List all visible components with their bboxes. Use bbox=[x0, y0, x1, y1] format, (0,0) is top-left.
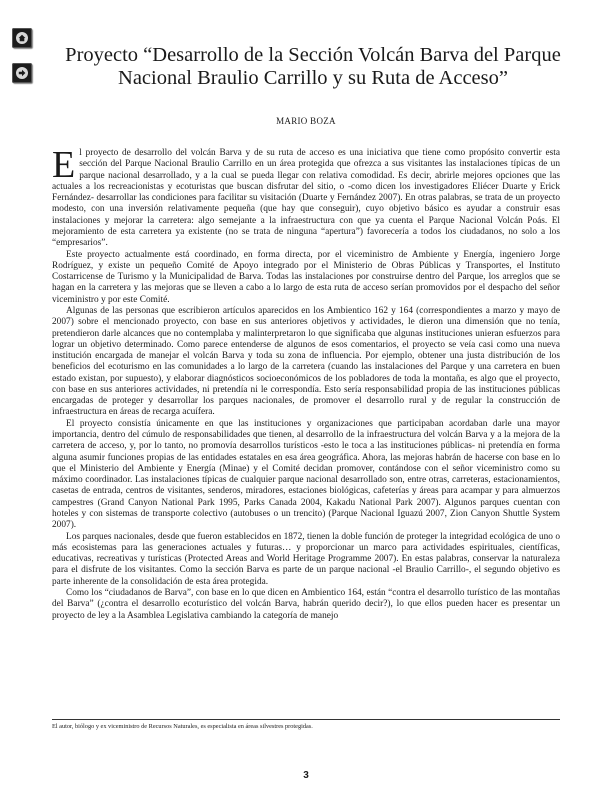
paragraph: Este proyecto actualmente está coordinado, en forma directa, por el viceministro de Ambiente y Energía, ingeniero Jorge Rodríguez, y existe un pequeño Comité de Apoyo integrado por el Ministerio de Obras Públicas y Transportes, el Instituto Costarricense de Turismo y la Municipalidad de Barva. Todas las instalaciones por construirse dentro del Parque, los arreglos que se hagan en la carretera y las mejoras que se lleven a cabo a lo largo de esta ruta de acceso serían promovidos por el despacho del señor viceministro y por este Comité. bbox=[52, 249, 560, 305]
paragraph: El proyecto consistía únicamente en que las instituciones y organizaciones que participaban acordaban darle una mayor importancia, dentro del cúmulo de responsabilidades que tienen, al desarrollo de la infraestructura del volcán Barva y a la mejora de la carretera de acceso, y, por lo tanto, no promovía desarrollos turísticos -esto le toca a las instituciones públicas- ni pretendía en forma alguna asumir funciones propias de las entidades estatales en esa área geográfica. Ahora, las mejoras habrán de hacerse con base en lo que el Ministerio del Ambiente y Energía (Minae) y el Comité decidan promover, contándose con el señor viceministro como su máximo coordinador. Las instalaciones típicas de cualquier parque nacional desarrollado son, entre otras, carreteras, estacionamientos, casetas de entrada, centros de visitantes, senderos, miradores, estaciones biológicas, cafeterías y áreas para acampar y para almuerzos campestres (Grand Canyon National Park 1995, Parks Canada 2004, Kakadu National Park 2007). Algunos parques cuentan con hoteles y con sistemas de transporte colectivo (autobuses o un trencito) (Parque Nacional Iguazú 2007, Zion Canyon Shuttle System 2007). bbox=[52, 418, 560, 531]
page-number: 3 bbox=[303, 770, 309, 781]
home-icon bbox=[16, 32, 28, 44]
paragraph: Los parques nacionales, desde que fueron establecidos en 1872, tienen la doble función de proteger la integridad ecológica de uno o más ecosistemas para las generaciones actuales y futuras… y proporcionar un marco para actividades espirituales, científicas, educativas, recreativas y turísticas (Protected Areas and World Heritage Programme 2007). En estas palabras, conservar la naturaleza para el disfrute de los visitantes. Como la sección Barva es parte de un parque nacional -el Braulio Carrillo-, el segundo objetivo es parte inherente de la consolidación de esta área protegida. bbox=[52, 531, 560, 587]
paragraph: Algunas de las personas que escribieron artículos aparecidos en los Ambientico 162 y 164 (correspondientes a marzo y mayo de 2007) sobre el mencionado proyecto, con base en sus anteriores objetivos y actividades, le dieron una dimensión que no tenía, pretendieron darle alcances que no contemplaba y malinterpretaron lo que significaba que algunas instituciones unieran esfuerzos para lograr un objetivo determinado. Como parece entenderse de algunos de esos comentarios, el proyecto se veía casi como una nueva institución encargada de manejar el volcán Barva y toda su zona de influencia. Por ejemplo, obtener una justa distribución de los beneficios del ecoturismo en las comunidades a lo largo de la carretera (cuando las instalaciones del Parque y una carretera en buen estado existan, por supuesto), y elaborar diagnósticos socioeconómicos de los pobladores de toda la montaña, es algo que el proyecto, con base en sus anteriores actividades, ni pretendía ni le correspondía. Esto sería responsabilidad propia de las instituciones públicas encargadas de proteger y desarrollar los parques nacionales, de promover el desarrollo rural y de regular la construcción de infraestructura en áreas de recarga acuífera. bbox=[52, 305, 560, 418]
next-page-icon bbox=[16, 67, 28, 79]
drop-cap: E bbox=[52, 144, 76, 186]
article-body bbox=[52, 144, 560, 622]
paragraph: El proyecto de desarrollo del volcán Barva y de su ruta de acceso es una iniciativa que tiene como propósito convertir esta sección del Parque Nacional Braulio Carrillo en un área protegida que ofrezca a sus visitantes las instalaciones típicas de un parque nacional desarrollado, y a la cual se pueda llegar con relativa comodidad. Es decir, abrirle mejores opciones que las actuales a los recreacionistas y ecoturistas que buscan disfrutar del sitio, o -como dicen los investigadores Eliécer Duarte y Erick Fernández- desarrollar las condiciones para facilitar su visitación (Duarte y Fernández 2007). En otras palabras, se trata de un proyecto modesto, con una inversión relativamente pequeña (que hay que conseguir), cuyo objetivo básico es ayudar a construir esas instalaciones y mejorar la carretera: algo semejante a la infraestructura con que ya cuenta el Parque Nacional Volcán Poás. El mejoramiento de esta carretera ya existente (no se trata de ninguna “apertura”) favorecería a todos los ciudadanos, no solo a los “empresarios”. bbox=[52, 144, 560, 249]
footnote: El autor, biólogo y ex viceministro de Recursos Naturales, es especialista en áreas silvestres protegidas. bbox=[52, 723, 313, 730]
home-button[interactable] bbox=[12, 28, 32, 48]
next-page-button[interactable] bbox=[12, 63, 32, 83]
page-title: Proyecto “Desarrollo de la Sección Volcán Barva del Parque Nacional Braulio Carrillo y su Ruta de Acceso” bbox=[65, 44, 561, 89]
paragraph: Como los “ciudadanos de Barva”, con base en lo que dicen en Ambientico 164, están “contra el desarrollo turístico de las montañas del Barva” (¿contra el desarrollo ecoturístico del volcán Barva, habrán querido decir?), lo que ellos pueden hacer es presentar un proyecto de ley a la Asamblea Legislativa cambiando la categoría de manejo bbox=[52, 587, 560, 621]
footnote-divider bbox=[52, 719, 560, 720]
author: MARIO BOZA bbox=[276, 116, 336, 126]
